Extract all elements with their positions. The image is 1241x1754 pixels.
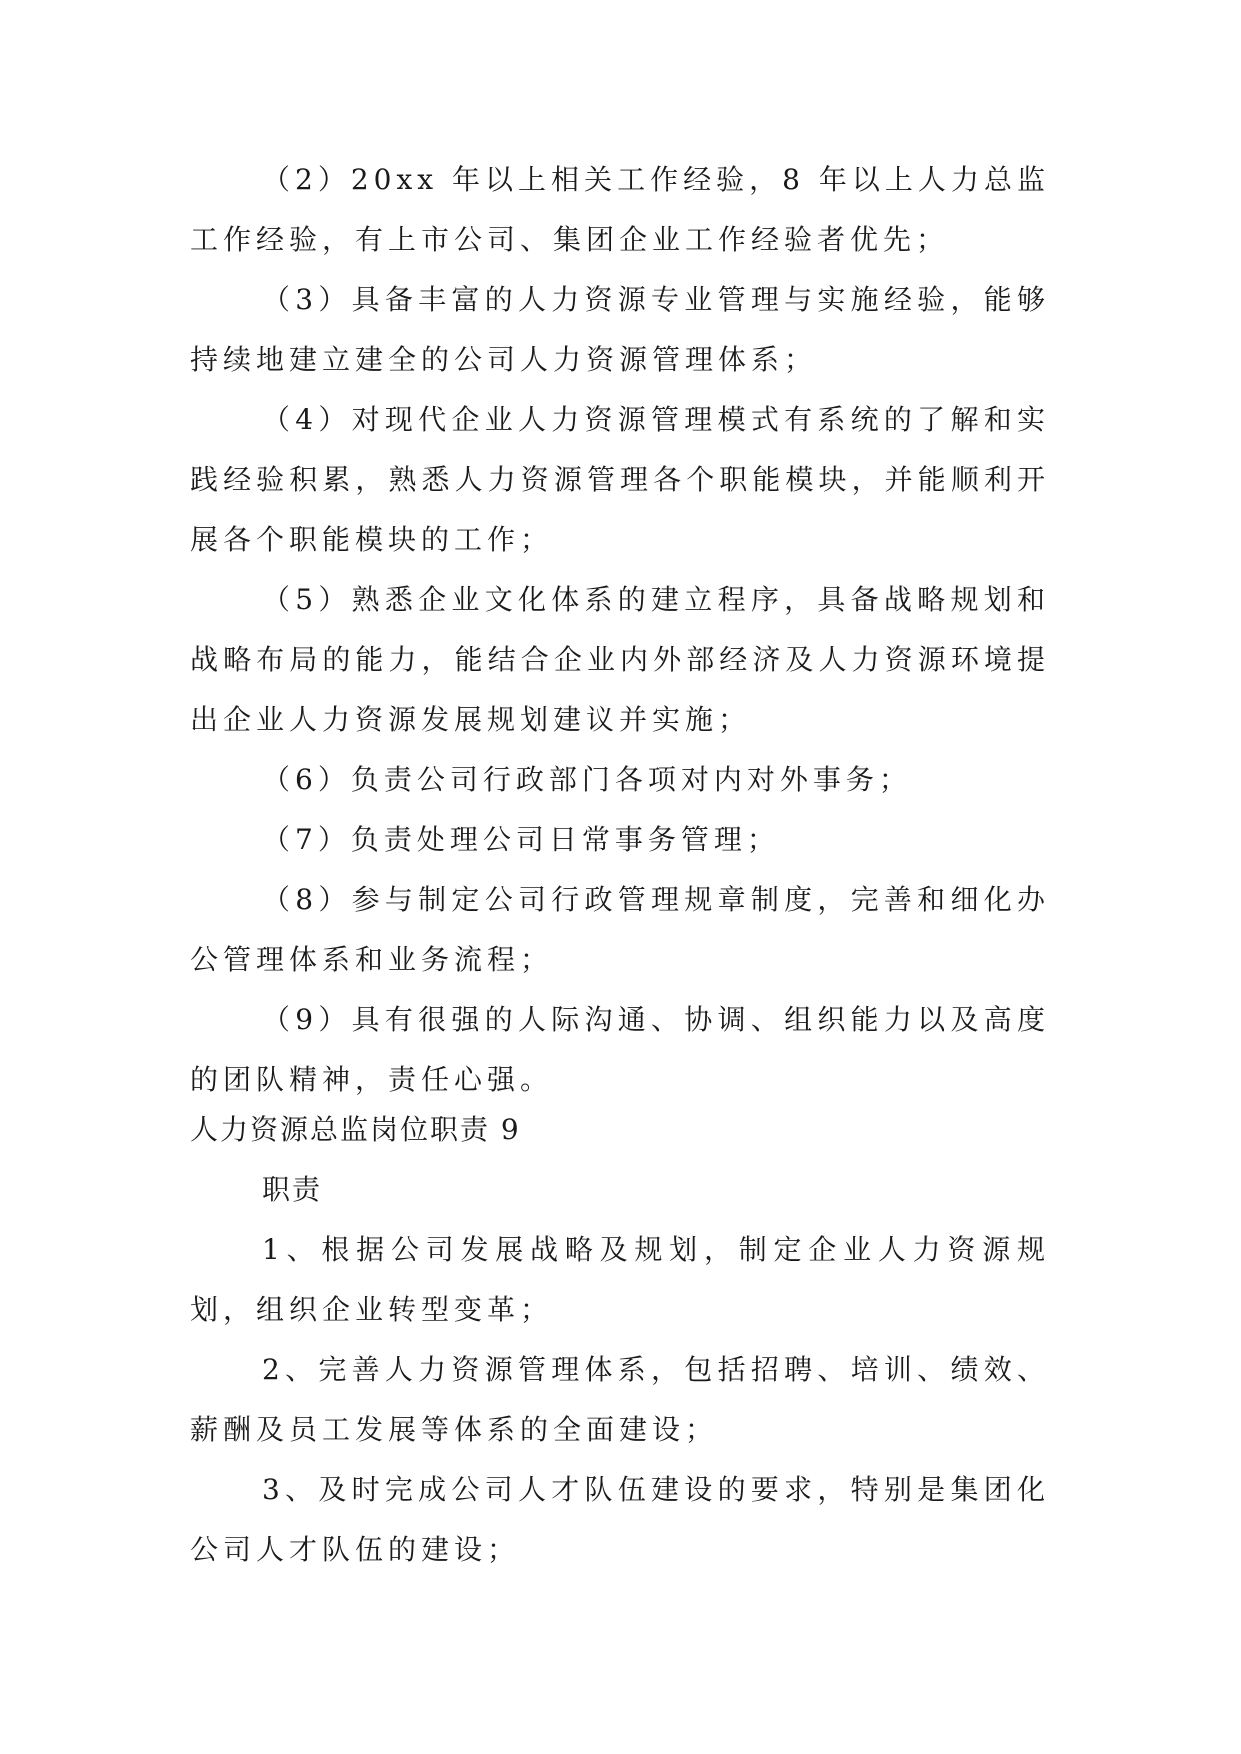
paragraph-requirement-2: （2）20xx 年以上相关工作经验，8 年以上人力总监工作经验，有上市公司、集团企业工作经验者优先； bbox=[190, 163, 1050, 256]
paragraph-requirement-8: （8）参与制定公司行政管理规章制度，完善和细化办公管理体系和业务流程； bbox=[190, 883, 1050, 976]
paragraph-requirement-6: （6）负责公司行政部门各项对内对外事务； bbox=[262, 763, 912, 796]
paragraph-requirement-3: （3）具备丰富的人力资源专业管理与实施经验，能够持续地建立建全的公司人力资源管理体系； bbox=[190, 283, 1050, 376]
paragraph-duty-1: 1、根据公司发展战略及规划，制定企业人力资源规划，组织企业转型变革； bbox=[190, 1233, 1050, 1326]
paragraph-requirement-9: （9）具有很强的人际沟通、协调、组织能力以及高度的团队精神，责任心强。 bbox=[190, 1003, 1050, 1096]
section-title: 人力资源总监岗位职责 9 bbox=[190, 1113, 521, 1146]
paragraph-requirement-7: （7）负责处理公司日常事务管理； bbox=[262, 823, 780, 856]
paragraph-duty-2: 2、完善人力资源管理体系，包括招聘、培训、绩效、薪酬及员工发展等体系的全面建设； bbox=[190, 1353, 1050, 1446]
paragraph-duty-3: 3、及时完成公司人才队伍建设的要求，特别是集团化公司人才队伍的建设； bbox=[190, 1473, 1050, 1566]
subsection-title: 职责 bbox=[262, 1173, 323, 1206]
paragraph-requirement-5: （5）熟悉企业文化体系的建立程序，具备战略规划和战略布局的能力，能结合企业内外部经济及人力资源环境提出企业人力资源发展规划建议并实施； bbox=[190, 583, 1050, 736]
paragraph-requirement-4: （4）对现代企业人力资源管理模式有系统的了解和实践经验积累，熟悉人力资源管理各个职能模块，并能顺利开展各个职能模块的工作； bbox=[190, 403, 1050, 556]
